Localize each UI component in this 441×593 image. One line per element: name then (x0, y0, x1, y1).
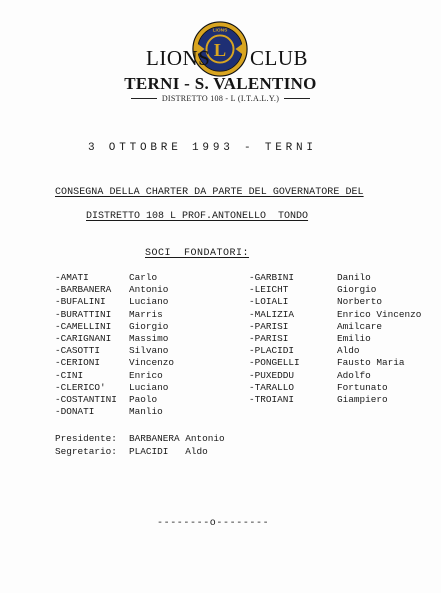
member-surname: -CASOTTI (55, 345, 101, 357)
members-list-right (249, 272, 439, 406)
list-item (249, 272, 439, 284)
member-surname: -CAMELLINI (55, 320, 112, 332)
member-first-name: Antonio (129, 284, 169, 296)
date-line: 3 OTTOBRE 1993 - TERNI (88, 142, 317, 154)
member-first-name: Enrico (129, 369, 163, 381)
member-surname: -TROIANI (249, 393, 295, 405)
member-surname: -MALIZIA (249, 308, 295, 320)
consegna-line-1: CONSEGNA DELLA CHARTER DA PARTE DEL GOVERNATORE DEL (55, 187, 364, 198)
consegna-line-2: DISTRETTO 108 L PROF.ANTONELLO TONDO (86, 211, 309, 222)
district-line (0, 94, 441, 103)
list-item (55, 284, 235, 296)
member-first-name: Enrico Vincenzo (337, 308, 422, 320)
club-name-left: LIONS (146, 46, 211, 70)
officer-role: Segretario: (55, 446, 117, 457)
member-first-name: Silvano (129, 345, 169, 357)
member-first-name: Aldo (337, 345, 360, 357)
list-item (249, 309, 439, 321)
list-item (55, 406, 235, 418)
member-first-name: Fortunato (337, 381, 388, 393)
list-item (55, 370, 235, 382)
member-surname: -PLACIDI (249, 345, 295, 357)
list-item (249, 370, 439, 382)
member-surname: -LOIALI (249, 296, 289, 308)
member-surname: -BUFALINI (55, 296, 106, 308)
member-surname: -CERIONI (55, 357, 101, 369)
member-first-name: Luciano (129, 381, 169, 393)
member-surname: -PARISI (249, 332, 289, 344)
list-item (249, 394, 439, 406)
member-first-name: Marris (129, 308, 163, 320)
club-name-right: CLUB (250, 46, 309, 70)
member-surname: -AMATI (55, 272, 89, 283)
member-first-name: Massimo (129, 332, 169, 344)
member-surname: -PUXEDDU (249, 369, 295, 381)
member-surname: -CARIGNANI (55, 332, 112, 344)
list-item (249, 284, 439, 296)
list-item (249, 345, 439, 357)
list-item (55, 309, 235, 321)
member-first-name: Paolo (129, 393, 158, 405)
member-surname: -BARBANERA (55, 284, 112, 296)
member-surname: -GARBINI (249, 272, 295, 283)
member-surname: -PONGELLI (249, 357, 300, 369)
list-item (55, 333, 235, 345)
list-item (55, 321, 235, 333)
club-name (0, 46, 441, 70)
list-item (55, 272, 235, 284)
member-surname: -CINI (55, 369, 84, 381)
list-item (55, 345, 235, 357)
list-item (249, 321, 439, 333)
district-text: DISTRETTO 108 - L (I.T.A.L.Y.) (161, 94, 280, 103)
list-item (55, 382, 235, 394)
member-first-name: Luciano (129, 296, 169, 308)
member-first-name: Carlo (129, 272, 158, 283)
member-first-name: Giorgio (337, 284, 377, 296)
club-location: TERNI - S. VALENTINO (124, 74, 317, 93)
divider (131, 98, 157, 99)
member-first-name: Giampiero (337, 393, 388, 405)
member-first-name: Vincenzo (129, 357, 175, 369)
list-item (55, 357, 235, 369)
list-item (55, 394, 235, 406)
member-surname: -PARISI (249, 320, 289, 332)
member-surname: -CLERICO' (55, 381, 106, 393)
member-surname: -TARALLO (249, 381, 295, 393)
closing-mark: --------o-------- (157, 518, 270, 529)
member-first-name: Amilcare (337, 320, 383, 332)
soci-fondatori-heading: SOCI FONDATORI: (145, 248, 250, 259)
officer-presidente (55, 433, 225, 446)
member-first-name: Adolfo (337, 369, 371, 381)
emblem-letter: L (213, 39, 227, 60)
member-first-name: Emilio (337, 332, 371, 344)
member-surname: -BURATTINI (55, 308, 112, 320)
members-list-left (55, 272, 235, 418)
list-item (249, 382, 439, 394)
member-first-name: Giorgio (129, 320, 169, 332)
member-first-name: Danilo (337, 272, 371, 283)
list-item (249, 333, 439, 345)
divider (284, 98, 310, 99)
member-first-name: Norberto (337, 296, 383, 308)
member-surname: -COSTANTINI (55, 393, 117, 405)
member-surname: -DONATI (55, 406, 95, 418)
officer-role: Presidente: (55, 433, 117, 444)
member-surname: -LEICHT (249, 284, 289, 296)
list-item (55, 296, 235, 308)
officer-name: PLACIDI Aldo (129, 446, 208, 457)
emblem-ring-text: LIONS (212, 28, 228, 34)
member-first-name: Fausto Maria (337, 357, 405, 369)
officer-segretario (55, 446, 208, 459)
list-item (249, 296, 439, 308)
member-first-name: Manlio (129, 406, 163, 418)
list-item (249, 357, 439, 369)
officer-name: BARBANERA Antonio (129, 433, 225, 444)
